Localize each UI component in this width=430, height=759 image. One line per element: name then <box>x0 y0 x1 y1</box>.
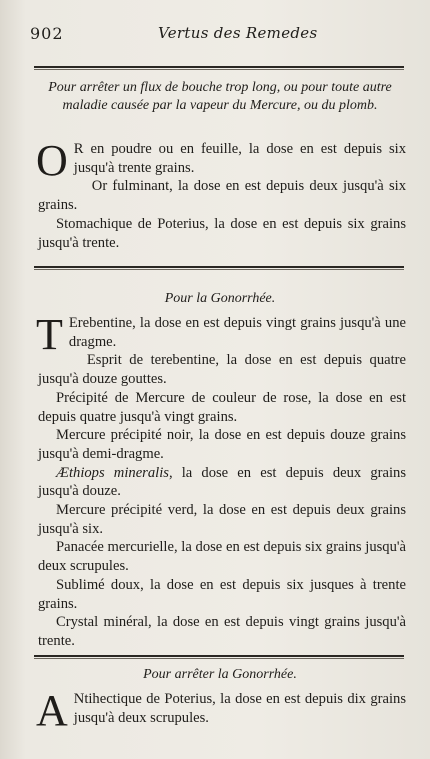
paragraph: Stomachique de Poterius, la dose en est depuis six grains jusqu'à trente. <box>38 215 406 251</box>
paragraph: Esprit de terebentine, la dose en est depuis quatre jusqu'à douze gouttes. <box>38 352 406 388</box>
drop-cap: O <box>36 136 68 185</box>
paragraph: Sublimé doux, la dose en est depuis six jusques à trente grains. <box>38 576 406 612</box>
paragraph: Or fulminant, la dose en est depuis deux jusqu'à six grains. <box>38 178 406 214</box>
section-title: Pour arrêter la Gonorrhée. <box>143 667 297 682</box>
paragraph: Crystal minéral, la dose en est depuis vingt grains jusqu'à trente. <box>38 614 406 649</box>
paragraph: Ntihectique de Poterius, la dose en est depuis dix grains jusqu'à deux scrupules. <box>73 691 406 726</box>
section-rule <box>34 266 404 270</box>
section-rule <box>34 66 404 70</box>
paragraph: Erebentine, la dose en est depuis vingt grains jusqu'à une dragme. <box>68 315 406 350</box>
running-title: Vertus des Remedes <box>158 24 318 42</box>
section-body <box>36 136 406 252</box>
drop-cap: T <box>36 310 63 359</box>
page-number: 902 <box>30 24 64 43</box>
paragraph: Mercure précipité verd, la dose en est depuis deux grains jusqu'à six. <box>38 502 406 537</box>
drug-name: Æthiops mineralis <box>56 464 169 481</box>
section-body <box>36 686 406 735</box>
drop-cap: A <box>36 686 68 735</box>
paragraph: Æthiops mineralis, la dose en est depuis deux grains jusqu'à douze. <box>38 464 407 500</box>
paragraph: Panacée mercurielle, la dose en est depuis six grains jusqu'à deux scrupules. <box>38 539 406 575</box>
section-rule <box>34 655 404 659</box>
paragraph: Précipité de Mercure de couleur de rose, la dose en est depuis quatre jusqu'à vingt grains. <box>38 389 406 425</box>
paragraph: Mercure précipité noir, la dose en est depuis douze grains jusqu'à demi-dragme. <box>38 427 406 462</box>
section-body <box>36 310 407 651</box>
section-title: Pour arrêter un flux de bouche trop long, ou pour toute autre maladie causée par la vapeur du Mercure, ou du plomb. <box>48 80 392 113</box>
page-header <box>30 24 410 46</box>
paragraph: R en poudre ou en feuille, la dose en est depuis six jusqu'à trente grains. <box>73 141 406 176</box>
section-title: Pour la Gonorrhée. <box>164 291 276 306</box>
